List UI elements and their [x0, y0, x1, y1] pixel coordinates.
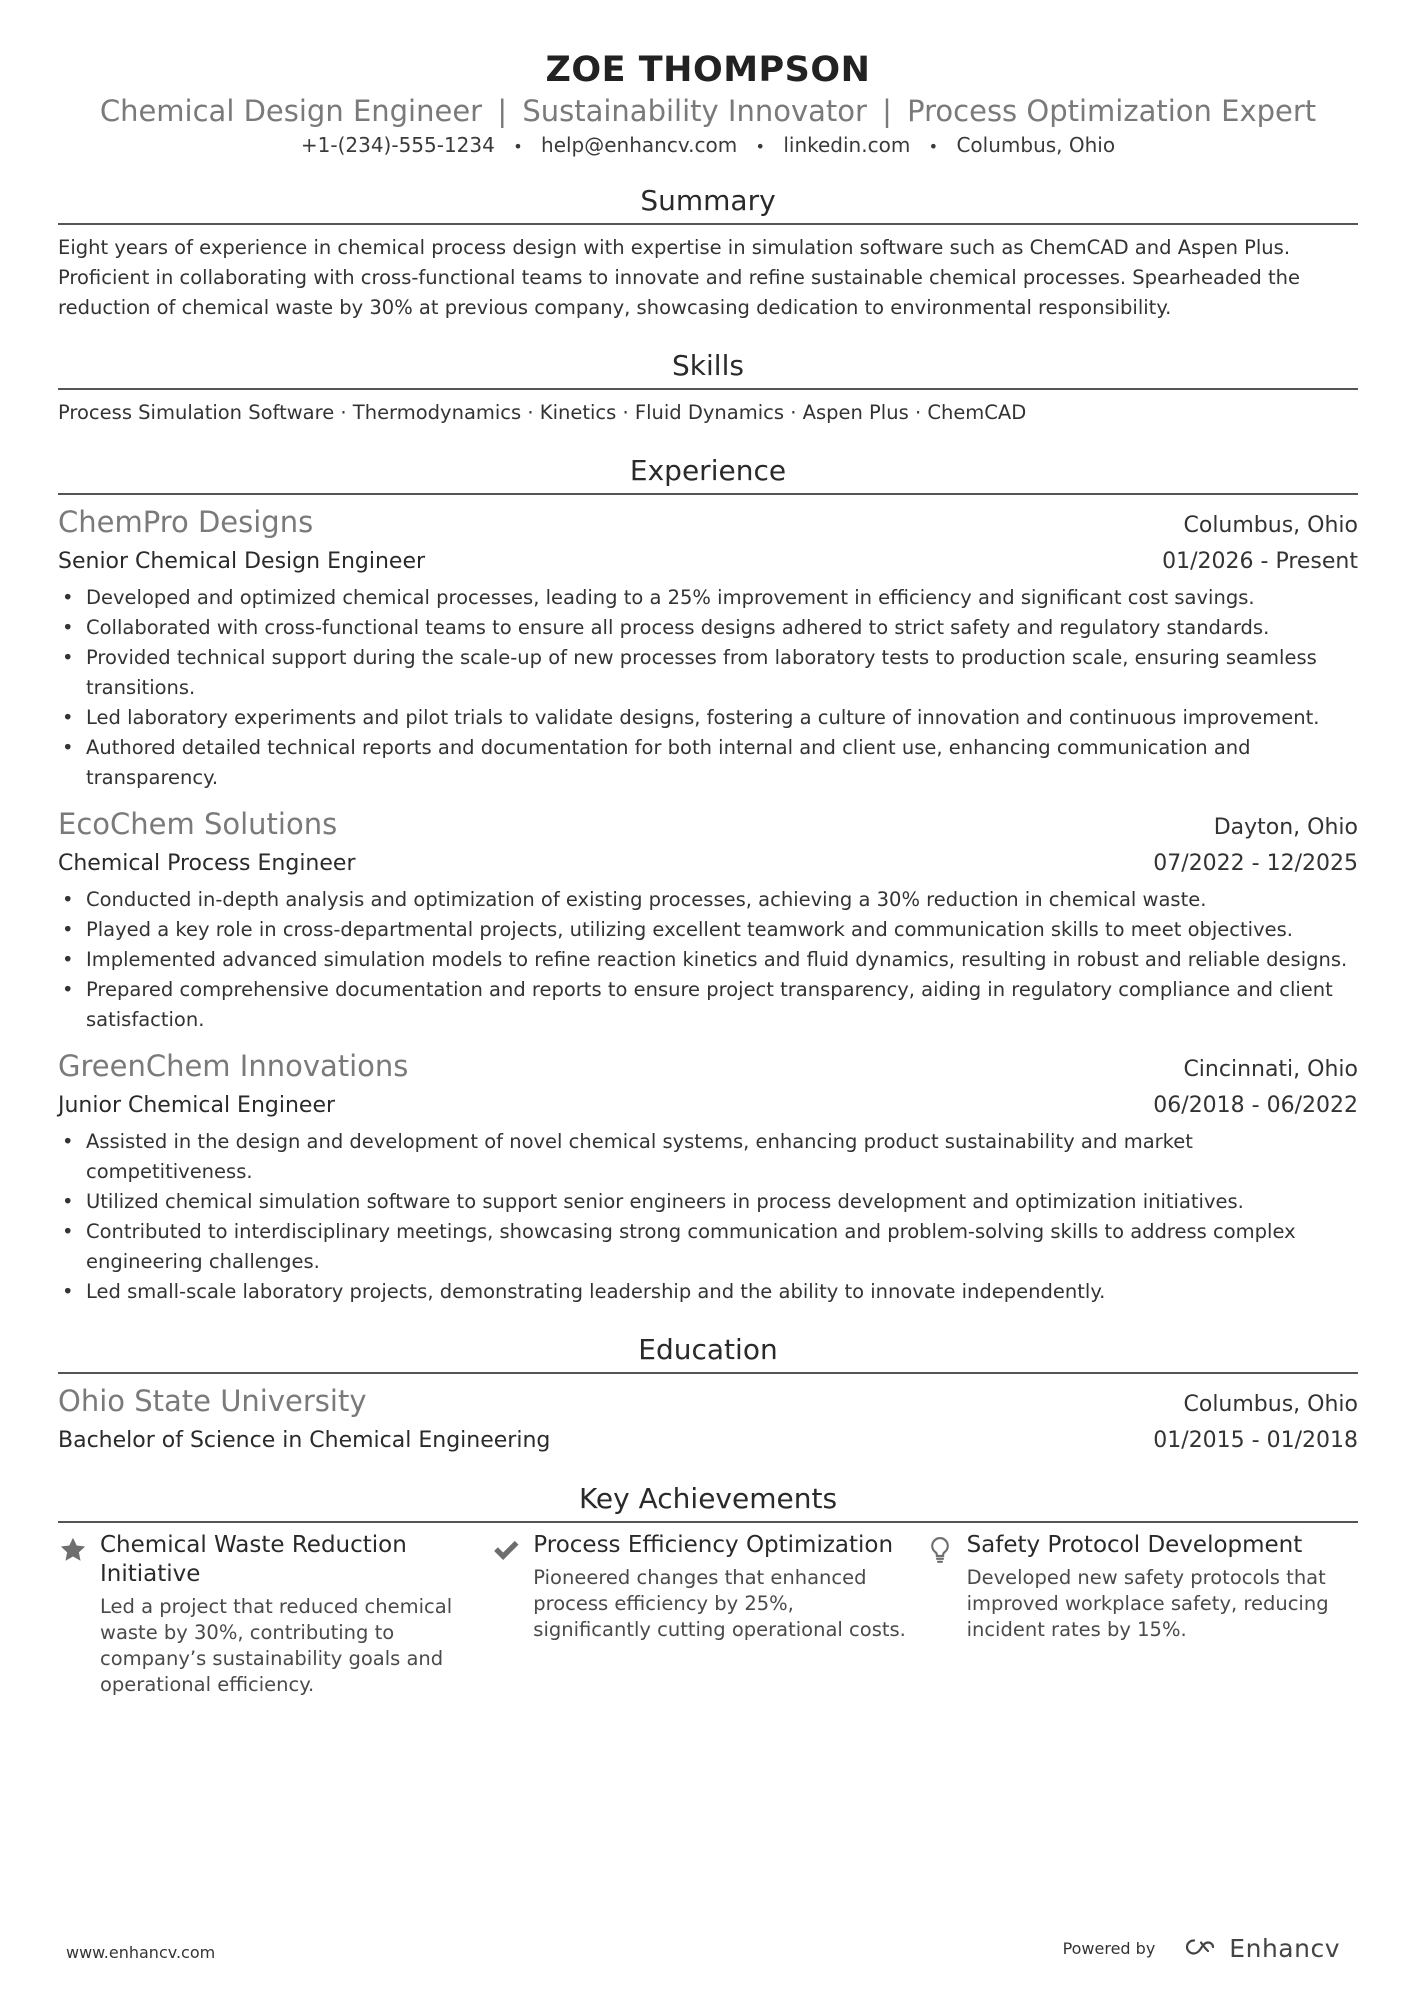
bullet-item: • Prepared comprehensive documentation and reports to ensure project transparency, aiding in regulatory compliance and client satisfaction.	[58, 975, 1358, 1035]
contact-separator: •	[755, 137, 765, 156]
footer-branding	[1063, 1934, 1340, 1963]
bullet-item: • Led small-scale laboratory projects, demonstrating leadership and the ability to innovate independently.	[58, 1277, 1358, 1307]
company-name: EcoChem Solutions	[58, 807, 338, 841]
achievement-item	[58, 1531, 491, 1698]
job-dates: 07/2022 - 12/2025	[1153, 851, 1358, 876]
job-location: Cincinnati, Ohio	[1183, 1057, 1358, 1082]
tagline-title-2: Sustainability Innovator	[522, 94, 867, 128]
bullet-item: • Utilized chemical simulation software to support senior engineers in process development and optimization initiatives.	[58, 1187, 1358, 1217]
enhancv-logo-icon	[1181, 1936, 1221, 1962]
contact-email[interactable]: help@enhancv.com	[541, 133, 738, 157]
bullet-item: • Developed and optimized chemical processes, leading to a 25% improvement in efficiency and significant cost savings.	[58, 583, 1358, 613]
contact-linkedin[interactable]: linkedin.com	[783, 133, 911, 157]
job-bullets	[58, 583, 1358, 793]
achievement-desc: Developed new safety protocols that improved workplace safety, reducing incident rates by 15%.	[966, 1566, 1329, 1641]
contact-separator: •	[928, 137, 939, 156]
achievement-item	[925, 1531, 1358, 1698]
achievements-grid	[58, 1531, 1358, 1698]
bullet-item: • Contributed to interdisciplinary meetings, showcasing strong communication and problem-solving skills to address complex engineering challenges.	[58, 1217, 1358, 1277]
bullet-item: • Authored detailed technical reports and documentation for both internal and client use, enhancing communication and transparency.	[58, 733, 1358, 793]
tagline-title-1: Chemical Design Engineer	[99, 94, 483, 128]
contact-line	[58, 132, 1358, 160]
bullet-item: • Played a key role in cross-departmental projects, utilizing excellent teamwork and communication skills to meet objectives.	[58, 915, 1358, 945]
contact-location: Columbus, Ohio	[956, 133, 1116, 157]
job-location: Dayton, Ohio	[1213, 815, 1358, 840]
candidate-name: ZOE THOMPSON	[545, 50, 871, 90]
job-dates: 01/2026 - Present	[1162, 549, 1358, 574]
bullet-item: • Assisted in the design and development of novel chemical systems, enhancing product sustainability and market competitiveness.	[58, 1127, 1358, 1187]
bullet-item: • Conducted in-depth analysis and optimization of existing processes, achieving a 30% reduction in chemical waste.	[58, 885, 1358, 915]
achievement-title: Chemical Waste Reduction Initiative	[100, 1532, 407, 1587]
achievement-item	[491, 1531, 924, 1698]
tagline-separator: |	[497, 94, 508, 128]
footer-website[interactable]: www.enhancv.com	[66, 1943, 216, 1962]
checkmark-icon	[491, 1531, 533, 1698]
tagline-separator: |	[882, 94, 892, 128]
lightbulb-icon	[925, 1531, 967, 1698]
job-bullets	[58, 885, 1358, 1035]
enhancv-brand-name[interactable]: Enhancv	[1229, 1934, 1340, 1963]
bullet-item: • Implemented advanced simulation models to refine reaction kinetics and fluid dynamics, resulting in robust and reliable designs.	[58, 945, 1358, 975]
company-name: ChemPro Designs	[58, 505, 314, 539]
powered-by-label: Powered by	[1062, 1939, 1156, 1958]
job-bullets	[58, 1127, 1358, 1307]
job-title: Junior Chemical Engineer	[58, 1093, 336, 1118]
summary-text: Eight years of experience in chemical process design with expertise in simulation software such as ChemCAD and Aspen Plus. Proficient in collaborating with cross-functional teams to innovate and refine sustainable chemical processes. Spearheaded the reduction of chemical waste by 30% at previous company, showcasing dedication to environmental responsibility.	[58, 236, 1300, 319]
job-location: Columbus, Ohio	[1183, 513, 1358, 538]
contact-phone[interactable]: +1-(234)-555-1234	[300, 133, 495, 157]
skills-section	[58, 349, 1358, 428]
section-title-skills: Skills	[58, 349, 1358, 390]
experience-entry	[58, 805, 1358, 1035]
contact-separator: •	[513, 137, 523, 156]
bullet-item: • Provided technical support during the scale-up of new processes from laboratory tests to production scale, ensuring seamless transitions.	[58, 643, 1358, 703]
job-title: Senior Chemical Design Engineer	[58, 549, 426, 574]
school-location: Columbus, Ohio	[1183, 1392, 1358, 1417]
job-title: Chemical Process Engineer	[58, 851, 356, 876]
degree: Bachelor of Science in Chemical Engineering	[58, 1428, 551, 1453]
skills-list: Process Simulation Software · Thermodynamics · Kinetics · Fluid Dynamics · Aspen Plus · ChemCAD	[58, 401, 1027, 424]
bullet-item: • Collaborated with cross-functional teams to ensure all process designs adhered to strict safety and regulatory standards.	[58, 613, 1358, 643]
school-name: Ohio State University	[58, 1384, 367, 1418]
education-dates: 01/2015 - 01/2018	[1153, 1428, 1358, 1453]
bullet-item: • Led laboratory experiments and pilot trials to validate designs, fostering a culture of innovation and continuous improvement.	[58, 703, 1358, 733]
company-name: GreenChem Innovations	[58, 1049, 409, 1083]
achievement-title: Safety Protocol Development	[966, 1532, 1303, 1558]
summary-section	[58, 184, 1358, 323]
achievement-desc: Pioneered changes that enhanced process efficiency by 25%, significantly cutting operational costs.	[533, 1566, 906, 1641]
education-section	[58, 1333, 1358, 1458]
resume-page	[58, 0, 1358, 1698]
achievement-title: Process Efficiency Optimization	[533, 1532, 894, 1558]
section-title-experience: Experience	[58, 454, 1358, 495]
tagline-title-3: Process Optimization Expert	[907, 94, 1317, 128]
star-icon	[58, 1531, 100, 1698]
experience-section	[58, 454, 1358, 1307]
achievement-desc: Led a project that reduced chemical waste by 30%, contributing to company’s sustainability goals and operational efficiency.	[100, 1595, 453, 1696]
section-title-education: Education	[58, 1333, 1358, 1374]
experience-entry	[58, 1047, 1358, 1307]
job-dates: 06/2018 - 06/2022	[1153, 1093, 1358, 1118]
experience-entry	[58, 503, 1358, 793]
tagline	[58, 94, 1358, 128]
section-title-achievements: Key Achievements	[58, 1482, 1358, 1523]
education-entry	[58, 1382, 1358, 1458]
achievements-section	[58, 1482, 1358, 1698]
section-title-summary: Summary	[58, 184, 1358, 225]
